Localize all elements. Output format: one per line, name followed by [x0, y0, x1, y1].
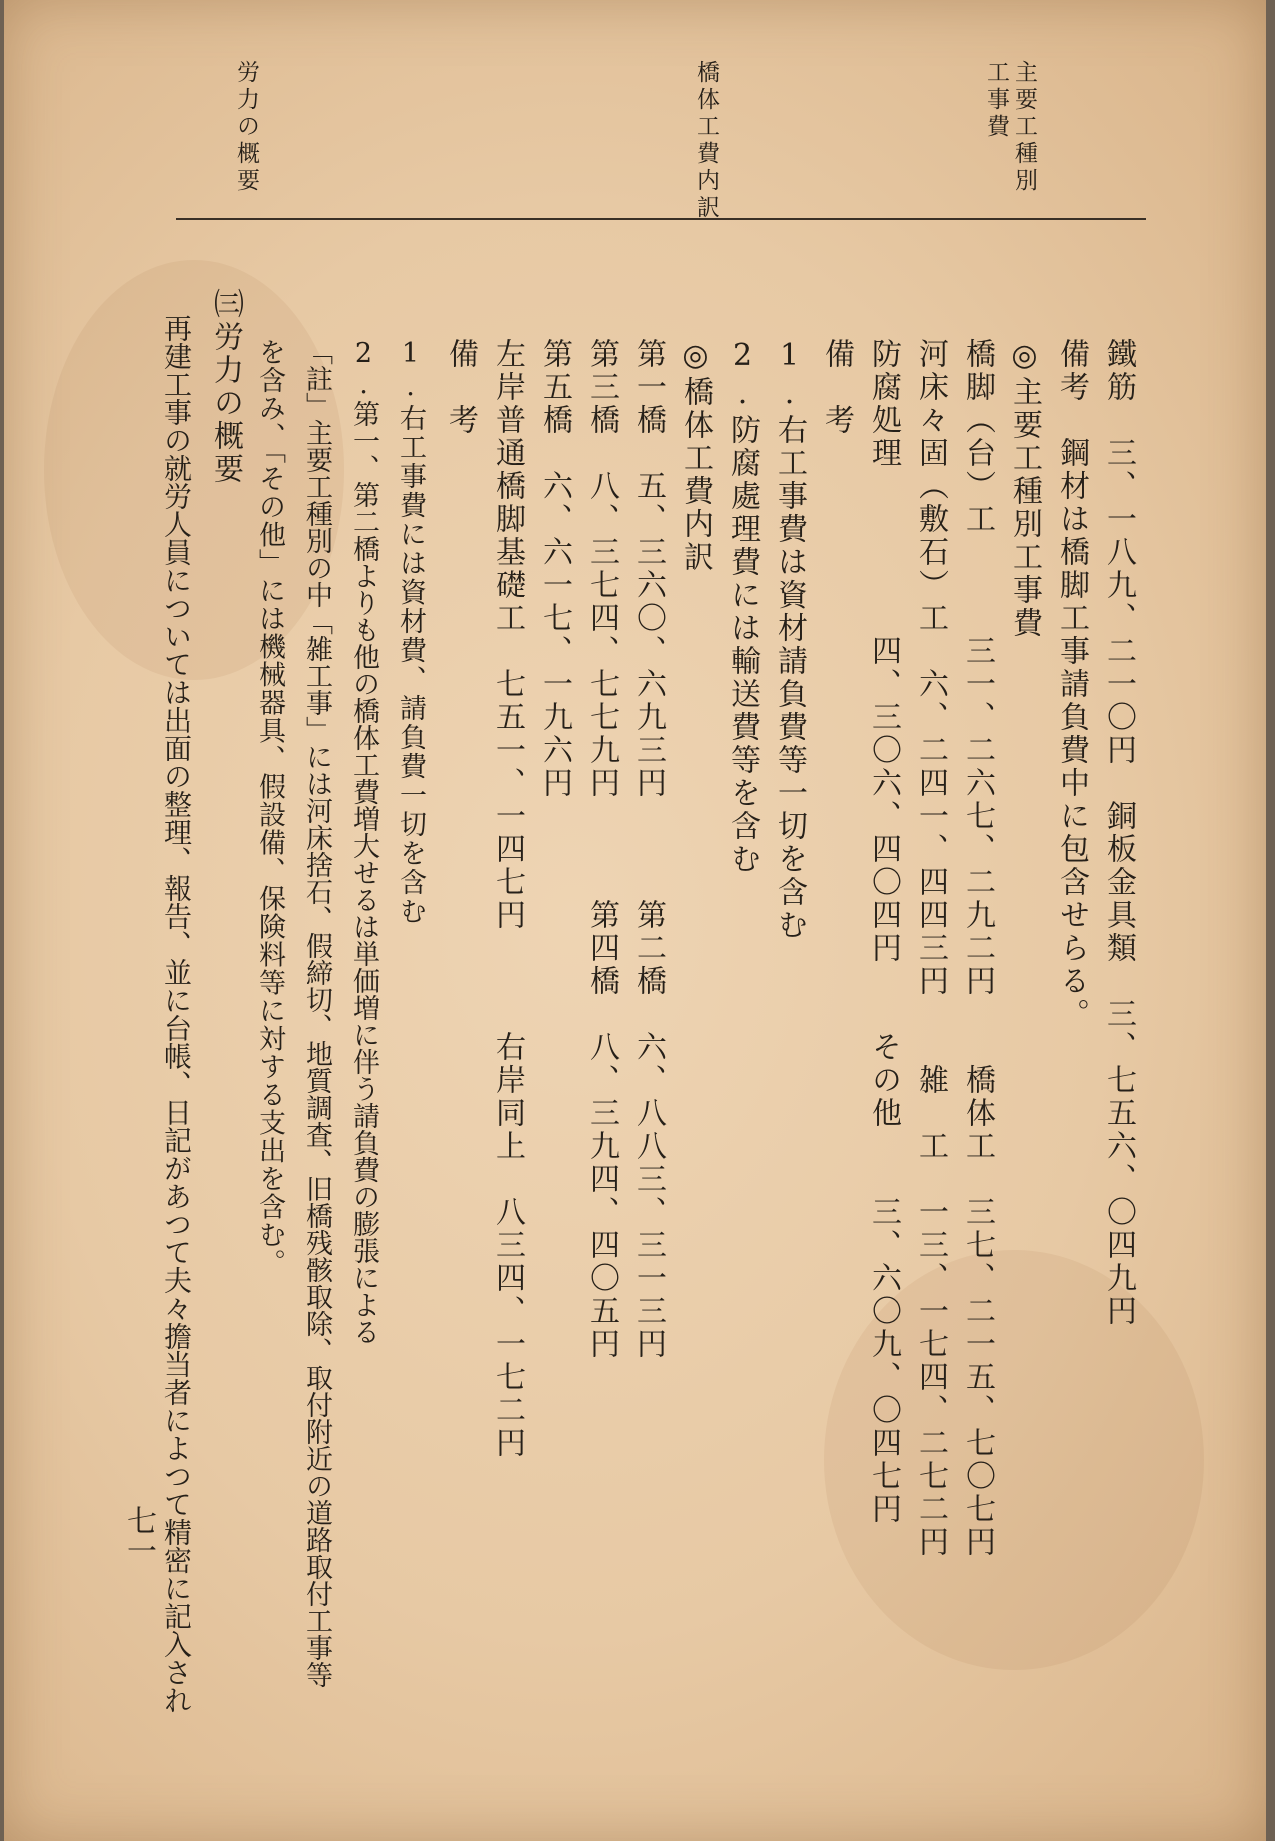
- remarks-heading: 備 考: [443, 338, 478, 437]
- text-line: 2.防腐處理費には輸送費等を含む: [725, 338, 760, 876]
- header-section-bridge-breakdown: 橋体工費内訳: [693, 60, 719, 222]
- note-line: を含み、「その他」には機械器具、假設備、保険料等に対する支出を含む。: [254, 338, 285, 1277]
- header-divider: [176, 218, 1146, 220]
- note-line: 「註」主要工種別の中「雑工事」には河床捨石、假締切、地質調査、旧橋残骸取除、取付附近の道路取付工事等: [301, 338, 332, 1688]
- text-line: 第三橋 八、三七四、七七九円 第四橋 八、三九四、四〇五円: [584, 338, 619, 1361]
- header-section-labor-overview: 労力の概要: [233, 60, 259, 195]
- text-line: 橋脚（台）工 三一、二六七、二九二円 橋体工 三七、二一五、七〇七円: [960, 338, 995, 1559]
- section-heading-bridge-breakdown: ◎橋体工費内訳: [678, 338, 713, 574]
- text-line: 鐵筋 三、一八九、二一〇円 銅板金具類 三、七五六、〇四九円: [1101, 338, 1136, 1328]
- text-line: 1.右工事費は資材請負費等一切を含む: [772, 338, 807, 942]
- header-section-main-works-line1: 主要工種別: [1011, 60, 1037, 195]
- text-line: 2.第一、第二橋よりも他の橋体工費増大せるは単価増に伴う請負費の膨張による: [348, 338, 379, 1345]
- text-line: 河床々固（敷石）工 六、二四一、四四三円 雑 工 一三、一七四、二七二円: [913, 338, 948, 1559]
- section-heading-labor-overview: ㈢労力の概要: [208, 288, 243, 486]
- text-line: 第一橋 五、三六〇、六九三円 第二橋 六、八八三、三一三円: [631, 338, 666, 1361]
- text-line: 第五橋 六、六一七、一九六円: [537, 338, 572, 800]
- remarks-heading: 備 考: [819, 338, 854, 437]
- text-line: 防腐処理 四、三〇六、四〇四円 その他 三、六〇九、〇四七円: [866, 338, 901, 1526]
- page-number: 七一: [121, 1505, 156, 1565]
- section-heading-main-works: ◎主要工種別工事費: [1007, 338, 1042, 640]
- text-line: 備考 鋼材は橋脚工事請負費中に包含せらる。: [1054, 338, 1089, 1031]
- header-section-main-works-line2: 工事費: [983, 60, 1009, 141]
- book-page: [4, 0, 1266, 1841]
- text-line: 再建工事の就労人員については出面の整理、報告、並に台帳、日記があつて夫々擔当者によつて精密に記入され: [160, 314, 193, 1714]
- text-line: 左岸普通橋脚基礎工 七五一、一四七円 右岸同上 八三四、一七二円: [490, 338, 525, 1460]
- text-line: 1.右工事費には資材費、請負費一切を含む: [395, 338, 426, 926]
